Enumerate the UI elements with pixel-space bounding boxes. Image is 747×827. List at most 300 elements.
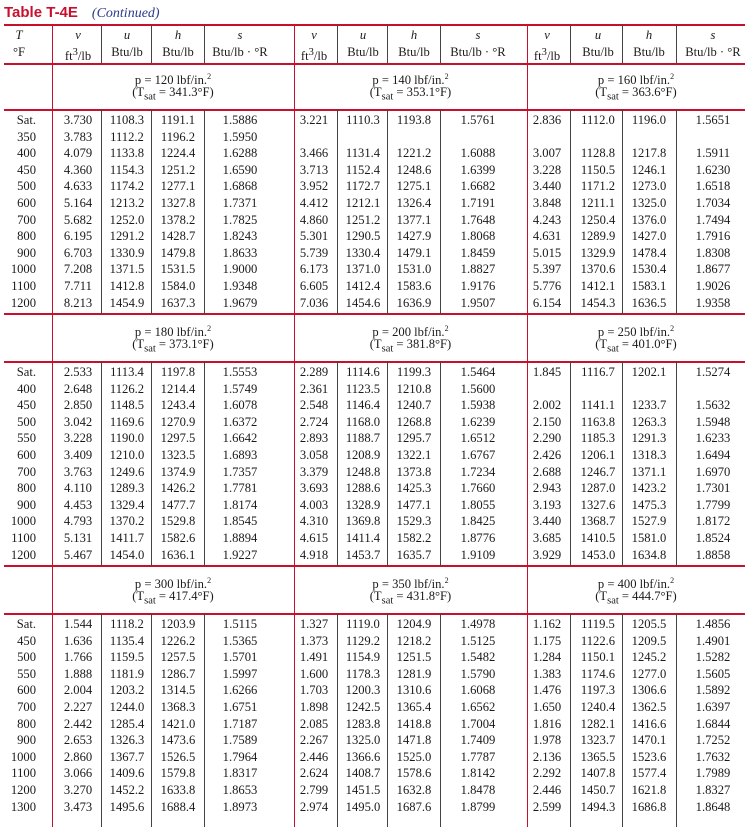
table-cell: 1226.2 [160, 633, 196, 648]
table-cell: 1421.0 [160, 716, 196, 731]
table-cell: 1367.7 [109, 749, 145, 764]
table-cell: 1327.6 [580, 497, 616, 512]
table-cell: 1191.1 [160, 113, 196, 127]
table-cell: 1204.9 [396, 617, 432, 631]
table-cell: 1408.7 [345, 766, 381, 781]
table-cell: 1.8858 [695, 547, 731, 562]
table-cell: 1203.2 [109, 683, 145, 698]
pressure-label: p = 200 lbf/in.$^2$ [372, 324, 449, 340]
table-cell: 1.7034 [695, 196, 731, 210]
table-cell: 1.9000 [222, 262, 258, 277]
column-symbol-v: v [544, 28, 550, 42]
table-cell: 1205.5 [631, 617, 667, 631]
table-cell: 1366.6 [345, 749, 381, 764]
table-cell: 3.848 [532, 196, 562, 210]
table-cell: 1330.9 [109, 245, 145, 260]
table-cell: 1135.4 [109, 633, 145, 648]
table-cell: 1.7916 [695, 229, 731, 244]
table-cell: 3.730 [63, 113, 93, 127]
table-cell: 1579.8 [160, 766, 196, 781]
table-cell: 1.888 [63, 666, 93, 681]
table-cell: 1636.1 [160, 547, 196, 562]
table-cell: 1159.5 [109, 650, 145, 665]
table-cell: 1.5274 [695, 365, 731, 379]
column-divider [387, 25, 388, 63]
temperature-cell: 1200 [10, 295, 36, 310]
table-cell: 3.007 [532, 146, 562, 161]
table-cell: 1.327 [299, 617, 329, 631]
column-symbol-h: h [410, 28, 418, 42]
table-cell: 1369.8 [345, 514, 381, 529]
table-cell: 8.213 [63, 295, 93, 310]
column-divider [570, 25, 571, 63]
table-title [4, 2, 160, 24]
column-divider [101, 25, 102, 63]
table-cell: 1.373 [299, 633, 329, 648]
table-cell: 2.799 [299, 783, 329, 797]
table-cell: 1208.9 [345, 448, 381, 462]
column-unit: $ft^3/lb$ [300, 47, 328, 64]
table-cell: 1281.9 [396, 666, 432, 681]
table-cell: 1174.6 [580, 666, 616, 681]
temperature-cell: 400 [17, 381, 36, 396]
table-cell: 1.8068 [460, 229, 496, 244]
table-cell: 1584.0 [160, 279, 196, 293]
table-cell: 1.8894 [222, 531, 258, 545]
table-cell: 1108.3 [109, 113, 145, 127]
table-cell: 1454.9 [109, 295, 145, 310]
column-divider [440, 361, 441, 566]
table-cell: 1.6893 [222, 448, 258, 462]
table-cell: 1.9348 [222, 279, 258, 293]
table-cell: 1.5892 [695, 683, 731, 698]
table-cell: 3.379 [299, 464, 329, 479]
column-divider [440, 109, 441, 314]
table-cell: 1203.9 [160, 617, 196, 631]
table-cell: 1202.1 [631, 365, 667, 379]
table-cell: 1453.0 [580, 547, 616, 562]
table-cell: 1.7301 [695, 481, 731, 496]
table-cell: 1218.2 [396, 633, 432, 648]
table-cell: 1.8172 [695, 514, 731, 529]
table-cell: 1112.0 [581, 113, 615, 127]
temperature-cell: 800 [17, 229, 36, 244]
table-cell: 2.653 [63, 733, 93, 748]
table-cell: 1212.1 [345, 196, 381, 210]
table-cell: 1470.1 [631, 733, 667, 748]
table-cell: 1.9507 [460, 295, 496, 310]
temperature-cell: 800 [17, 481, 36, 496]
table-cell: 1368.3 [160, 700, 196, 714]
table-cell: 1200.3 [345, 683, 381, 698]
table-cell: 1242.5 [345, 700, 381, 714]
table-cell: 1118.2 [110, 617, 144, 631]
table-cell: 1.8524 [695, 531, 731, 545]
table-cell: 1.9176 [460, 279, 496, 293]
table-cell: 2.267 [299, 733, 329, 748]
table-cell: 1.5282 [695, 650, 731, 665]
column-divider [337, 109, 338, 314]
table-cell: 1287.0 [580, 481, 616, 496]
table-cell: 3.440 [532, 179, 562, 194]
table-number: Table T-4E [4, 4, 78, 21]
table-cell: 3.058 [299, 448, 329, 462]
table-cell: 1.9026 [695, 279, 731, 293]
table-cell: 3.952 [299, 179, 329, 194]
table-cell: 1687.6 [396, 799, 432, 814]
title-rule [4, 24, 745, 26]
table-cell: 1.8545 [222, 514, 258, 529]
table-cell: 1129.2 [345, 633, 381, 648]
table-cell: 1.8459 [460, 245, 496, 260]
table-cell: 2.442 [63, 716, 93, 731]
table-cell: 1172.7 [345, 179, 381, 194]
table-cell: 1452.2 [109, 783, 145, 797]
table-cell: 1314.5 [160, 683, 196, 698]
table-cell: 1418.8 [396, 716, 432, 731]
table-cell: 2.688 [532, 464, 562, 479]
table-cell: 1329.9 [580, 245, 616, 260]
table-cell: 1233.7 [631, 398, 667, 413]
table-cell: 1371.1 [631, 464, 667, 479]
table-cell: 1635.7 [396, 547, 432, 562]
table-cell: 1479.8 [160, 245, 196, 260]
column-divider [676, 109, 677, 314]
table-cell: 1217.8 [631, 146, 667, 161]
table-cell: 1.7989 [695, 766, 731, 781]
table-cell: 1.175 [532, 633, 562, 648]
table-cell: 1221.2 [396, 146, 432, 161]
table-cell: 1243.4 [160, 398, 196, 413]
table-cell: 5.467 [63, 547, 93, 562]
table-cell: 2.446 [299, 749, 329, 764]
table-cell: 1.5482 [460, 650, 496, 665]
table-cell: 3.929 [532, 547, 562, 562]
table-cell: 6.605 [299, 279, 329, 293]
table-cell: 1169.6 [109, 414, 145, 429]
column-divider [622, 109, 623, 314]
table-cell: 4.243 [532, 212, 562, 227]
column-symbol-s: s [237, 28, 243, 42]
table-cell: 1423.2 [631, 481, 667, 496]
temperature-symbol: T [15, 28, 23, 42]
column-symbol-u: u [359, 28, 367, 42]
table-cell: 1306.6 [631, 683, 667, 698]
table-cell: 1282.1 [580, 716, 616, 731]
table-cell: 1283.8 [345, 716, 381, 731]
column-symbol-h: h [645, 28, 653, 42]
table-cell: 1291.2 [109, 229, 145, 244]
pressure-label: p = 250 lbf/in.$^2$ [597, 324, 675, 340]
table-cell: 1471.8 [396, 733, 432, 748]
table-cell: 5.164 [63, 196, 93, 210]
table-cell: 1326.3 [109, 733, 145, 748]
table-cell: 1.7648 [460, 212, 496, 227]
table-cell: 1.6512 [460, 431, 496, 446]
table-cell: 1529.3 [396, 514, 432, 529]
table-cell: 1206.1 [580, 448, 616, 462]
table-cell: 1.7371 [222, 196, 258, 210]
table-cell: 1411.7 [109, 531, 145, 545]
table-cell: 4.110 [64, 481, 92, 496]
column-divider [204, 25, 205, 63]
table-cell: 1.7252 [695, 733, 731, 748]
table-cell: 1.7632 [695, 749, 731, 764]
pressure-label: p = 180 lbf/in.$^2$ [134, 324, 212, 340]
table-cell: 1.6642 [222, 431, 258, 446]
table-cell: 1495.0 [345, 799, 381, 814]
column-divider [387, 109, 388, 314]
column-divider [676, 613, 677, 827]
table-cell: 4.793 [63, 514, 93, 529]
table-cell: 1.636 [63, 633, 93, 648]
table-cell: 1373.8 [396, 464, 432, 479]
table-cell: 1.8827 [460, 262, 496, 277]
block-header-rule [4, 109, 745, 111]
table-cell: 1188.7 [345, 431, 381, 446]
table-cell: 1371.5 [109, 262, 145, 277]
table-cell: 1323.7 [580, 733, 616, 748]
table-cell: 1.5950 [222, 129, 258, 144]
table-cell: 1377.1 [396, 212, 432, 227]
table-cell: 1150.1 [580, 650, 616, 665]
table-cell: 1240.4 [580, 700, 616, 714]
table-cell: 1.5600 [460, 381, 496, 396]
temperature-cell: 1200 [10, 783, 36, 797]
table-cell: 1.7004 [460, 716, 496, 731]
table-cell: 1526.5 [160, 749, 196, 764]
table-cell: 6.195 [63, 229, 93, 244]
table-cell: 1427.0 [631, 229, 667, 244]
table-cell: 1.8243 [222, 229, 258, 244]
table-cell: 1.8648 [695, 799, 731, 814]
table-cell: 1473.6 [160, 733, 196, 748]
column-divider [101, 109, 102, 314]
table-cell: 1.8633 [222, 245, 258, 260]
saturation-temperature-label: $(T_{sat} = 431.8^\circ F)$ [369, 589, 452, 607]
table-cell: 1.7825 [222, 212, 258, 227]
table-cell: 2.292 [532, 766, 562, 781]
table-cell: 1.8055 [460, 497, 496, 512]
table-cell: 4.003 [299, 497, 329, 512]
column-divider [622, 613, 623, 827]
table-cell: 1126.2 [109, 381, 145, 396]
table-cell: 1211.1 [580, 196, 616, 210]
table-cell: 1688.4 [160, 799, 196, 814]
header-rule [4, 63, 745, 65]
table-cell: 1168.0 [345, 414, 381, 429]
table-cell: 7.036 [299, 295, 329, 310]
column-divider [622, 361, 623, 566]
column-symbol-s: s [710, 28, 716, 42]
table-cell: 1.816 [532, 716, 562, 731]
column-symbol-v: v [75, 28, 81, 42]
table-cell: 1.476 [532, 683, 562, 698]
table-cell: 1.8317 [222, 766, 258, 781]
temperature-cell: 800 [17, 716, 36, 731]
table-cell: 1416.6 [631, 716, 667, 731]
table-cell: 1583.6 [396, 279, 432, 293]
table-cell: 1.5365 [222, 633, 258, 648]
table-cell: 3.228 [532, 162, 562, 177]
table-cell: 1.978 [532, 733, 562, 748]
table-cell: 2.836 [532, 113, 562, 127]
temperature-cell: Sat. [16, 113, 36, 127]
table-cell: 5.682 [63, 212, 93, 227]
table-cell: 1.6233 [695, 431, 731, 446]
table-cell: 1.8327 [695, 783, 731, 797]
column-divider [101, 361, 102, 566]
table-cell: 1.7964 [222, 749, 258, 764]
table-cell: 1.9109 [460, 547, 496, 562]
table-cell: 3.221 [299, 113, 329, 127]
temperature-cell: 500 [17, 414, 36, 429]
column-divider [676, 25, 677, 63]
table-cell: 4.633 [63, 179, 93, 194]
table-cell: 1.6590 [222, 162, 258, 177]
column-unit: Btu/lb [633, 45, 665, 59]
table-cell: 5.015 [532, 245, 562, 260]
table-cell: 4.918 [299, 547, 329, 562]
table-cell: 1.6682 [460, 179, 496, 194]
pressure-label: p = 160 lbf/in.$^2$ [597, 72, 675, 88]
table-cell: 4.412 [299, 196, 329, 210]
table-cell: 1114.6 [346, 365, 380, 379]
table-cell: 1286.7 [160, 666, 196, 681]
table-cell: 3.440 [532, 514, 562, 529]
table-cell: 1275.1 [396, 179, 432, 194]
table-cell: 1577.4 [631, 766, 667, 781]
column-divider [151, 361, 152, 566]
saturation-temperature-label: $(T_{sat} = 363.6^\circ F)$ [595, 85, 677, 103]
table-cell: 1210.0 [109, 448, 145, 462]
table-cell: 1116.7 [581, 365, 615, 379]
table-cell: 1495.6 [109, 799, 145, 814]
table-cell: 1.9227 [222, 547, 258, 562]
table-cell: 1123.5 [345, 381, 381, 396]
table-cell: 1634.8 [631, 547, 667, 562]
table-cell: 2.085 [299, 716, 329, 731]
table-cell: 1451.5 [345, 783, 381, 797]
table-cell: 1246.1 [631, 162, 667, 177]
block-end-rule [4, 565, 745, 567]
table-cell: 3.270 [63, 783, 93, 797]
table-cell: 1110.3 [346, 113, 380, 127]
temperature-cell: 700 [17, 464, 36, 479]
table-cell: 4.615 [299, 531, 329, 545]
table-cell: 1.8174 [222, 497, 258, 512]
table-cell: 3.473 [63, 799, 93, 814]
table-cell: 5.131 [63, 531, 93, 545]
table-cell: 1.6372 [222, 414, 258, 429]
table-cell: 1.845 [532, 365, 562, 379]
saturation-temperature-label: $(T_{sat} = 381.8^\circ F)$ [369, 337, 452, 355]
column-divider [337, 361, 338, 566]
table-cell: 1154.3 [109, 162, 145, 177]
table-cell: 1.766 [63, 650, 93, 665]
table-cell: 1251.5 [396, 650, 432, 665]
table-cell: 5.301 [299, 229, 329, 244]
temperature-cell: 1000 [10, 749, 36, 764]
table-cell: 1581.0 [631, 531, 667, 545]
table-cell: 3.466 [299, 146, 329, 161]
temperature-cell: 700 [17, 212, 36, 227]
table-cell: 1196.0 [631, 113, 667, 127]
temperature-cell: 550 [17, 666, 36, 681]
table-cell: 1.6494 [695, 448, 731, 462]
table-cell: 1.650 [532, 700, 562, 714]
table-cell: 1.8677 [695, 262, 731, 277]
table-cell: 1365.4 [396, 700, 432, 714]
table-cell: 1.7234 [460, 464, 496, 479]
table-cell: 1.491 [299, 650, 329, 665]
table-cell: 1270.9 [160, 414, 196, 429]
table-cell: 1288.6 [345, 481, 381, 496]
table-cell: 1185.3 [580, 431, 616, 446]
table-cell: 2.648 [63, 381, 93, 396]
temperature-unit: °F [12, 45, 26, 59]
table-cell: 1325.0 [345, 733, 381, 748]
temperature-cell: 500 [17, 179, 36, 194]
table-cell: 1329.4 [109, 497, 145, 512]
table-cell: 2.150 [532, 414, 562, 429]
table-cell: 1.5605 [695, 666, 731, 681]
table-cell: 1.4856 [695, 617, 731, 631]
column-unit: Btu/lb · °R [450, 45, 506, 59]
table-cell: 1583.1 [631, 279, 667, 293]
table-cell: 1582.2 [396, 531, 432, 545]
table-cell: 1.7787 [460, 749, 496, 764]
table-cell: 1.383 [532, 666, 562, 681]
table-cell: 2.850 [63, 398, 93, 413]
table-cell: 1273.0 [631, 179, 667, 194]
table-cell: 1.6078 [222, 398, 258, 413]
pressure-label: p = 350 lbf/in.$^2$ [372, 576, 449, 592]
pressure-label: p = 300 lbf/in.$^2$ [134, 576, 212, 592]
table-cell: 1171.2 [580, 179, 616, 194]
table-cell: 1.6239 [460, 414, 496, 429]
table-cell: 1.4978 [460, 617, 496, 631]
table-cell: 3.409 [63, 448, 93, 462]
table-cell: 1323.5 [160, 448, 196, 462]
table-cell: 1252.0 [109, 212, 145, 227]
table-cell: 4.453 [63, 497, 93, 512]
saturation-temperature-label: $(T_{sat} = 444.7^\circ F)$ [595, 589, 677, 607]
table-cell: 1244.0 [109, 700, 145, 714]
table-cell: 1291.3 [631, 431, 667, 446]
table-cell: 1454.3 [580, 295, 616, 310]
table-cell: 1.284 [532, 650, 562, 665]
saturation-temperature-label: $(T_{sat} = 417.4^\circ F)$ [132, 589, 214, 607]
table-cell: 1.8478 [460, 783, 496, 797]
temperature-cell: 1200 [10, 547, 36, 562]
table-cell: 1425.3 [396, 481, 432, 496]
temperature-cell: 550 [17, 431, 36, 446]
table-cell: 1251.2 [160, 162, 196, 177]
table-cell: 1249.6 [109, 464, 145, 479]
table-cell: 1199.3 [396, 365, 432, 379]
table-cell: 1322.1 [396, 448, 432, 462]
temperature-cell: Sat. [16, 365, 36, 379]
table-cell: 1190.0 [109, 431, 145, 446]
temperature-cell: 600 [17, 448, 36, 462]
column-unit: Btu/lb [347, 45, 379, 59]
table-cell: 1163.8 [580, 414, 616, 429]
table-cell: 1686.8 [631, 799, 667, 814]
temperature-cell: 450 [17, 162, 36, 177]
table-cell: 1475.3 [631, 497, 667, 512]
table-cell: 3.066 [63, 766, 93, 781]
